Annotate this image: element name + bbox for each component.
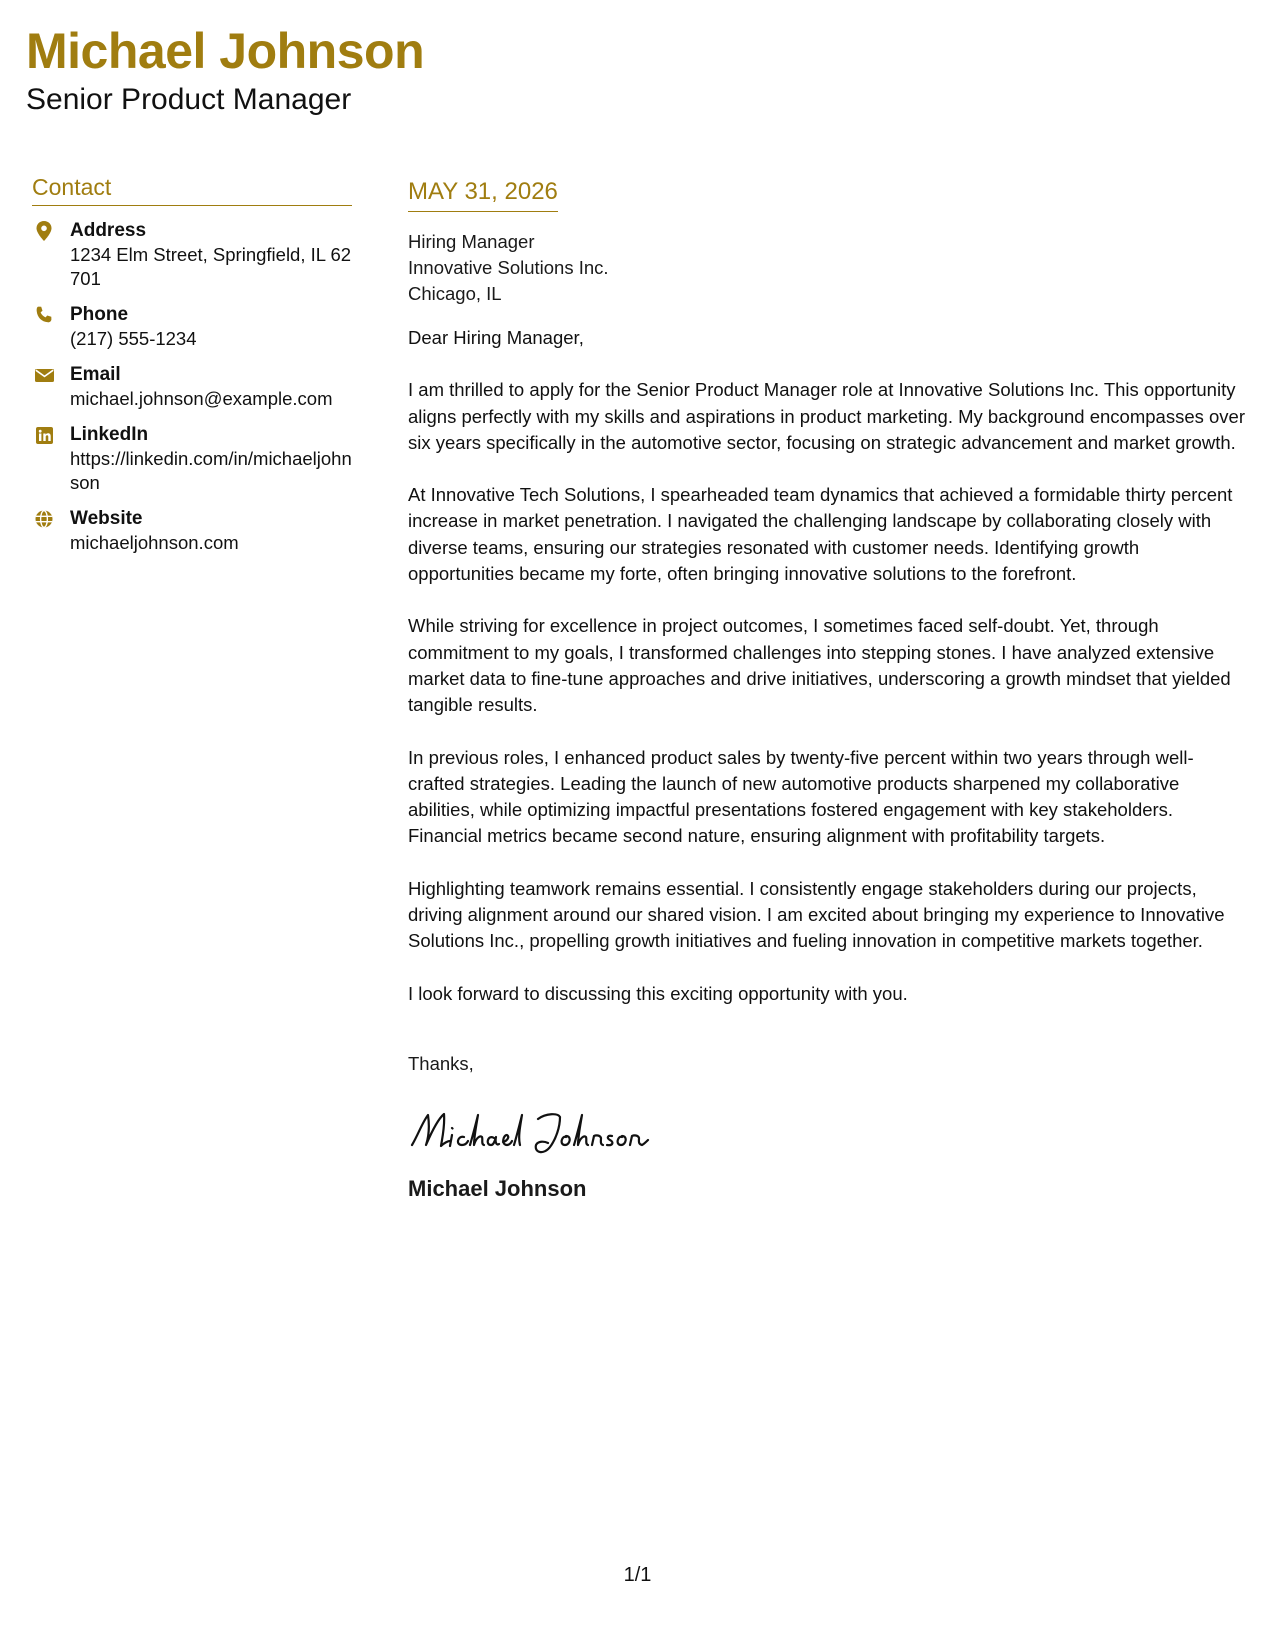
recipient-company: Innovative Solutions Inc. bbox=[408, 257, 609, 278]
recipient-block bbox=[408, 229, 1248, 307]
globe-icon bbox=[34, 509, 54, 529]
recipient-location: Chicago, IL bbox=[408, 283, 502, 304]
contact-address bbox=[32, 219, 352, 291]
address-value: 1234 Elm Street, Springfield, IL 62701 bbox=[70, 244, 352, 289]
linkedin-value[interactable]: https://linkedin.com/in/michaeljohnson bbox=[70, 448, 352, 493]
letter-date: MAY 31, 2026 bbox=[408, 176, 558, 212]
recipient-name: Hiring Manager bbox=[408, 231, 535, 252]
map-pin-icon bbox=[34, 221, 54, 241]
phone-icon bbox=[34, 305, 54, 325]
paragraph-4: In previous roles, I enhanced product sales by twenty-five percent within two years through well-crafted strategies. Leading the launch of new automotive products sharpened my collaborative abilities, while optimizing impactful presentations fostered engagement with key stakeholders. Financial metrics became second nature, ensuring alignment with profitability targets. bbox=[408, 746, 1194, 847]
contact-sidebar bbox=[32, 172, 352, 567]
address-label: Address bbox=[70, 220, 147, 241]
applicant-title: Senior Product Manager bbox=[26, 83, 352, 116]
email-value[interactable]: michael.johnson@example.com bbox=[70, 388, 333, 409]
website-label: Website bbox=[70, 508, 143, 529]
letter-body bbox=[408, 176, 1248, 1203]
website-value[interactable]: michaeljohnson.com bbox=[70, 532, 239, 553]
contact-website bbox=[32, 507, 352, 555]
linkedin-label: LinkedIn bbox=[70, 424, 149, 445]
paragraph-2: At Innovative Tech Solutions, I spearheaded team dynamics that achieved a formidable thirty percent increase in market penetration. I navigated the challenging landscape by collaborating closely with diverse teams, ensuring our strategies resonated with customer needs. Identifying growth opportunities became my forte, often bringing innovative solutions to the forefront. bbox=[408, 484, 1233, 585]
email-label: Email bbox=[70, 364, 121, 385]
phone-label: Phone bbox=[70, 304, 129, 325]
paragraph-1: I am thrilled to apply for the Senior Product Manager role at Innovative Solutions Inc. This opportunity aligns perfectly with my skills and aspirations in product marketing. My background encompasses over six years specifically in the automotive sector, focusing on strategic advancement and market growth. bbox=[408, 379, 1245, 453]
signed-name: Michael Johnson bbox=[408, 1175, 587, 1201]
paragraph-6: I look forward to discussing this exciting opportunity with you. bbox=[408, 982, 908, 1004]
paragraph-3: While striving for excellence in project outcomes, I sometimes faced self-doubt. Yet, through commitment to my goals, I transformed challenges into stepping stones. I have analyzed extensive market data to fine-tune approaches and drive initiatives, underscoring a growth mindset that yielded tangible results. bbox=[408, 615, 1231, 716]
envelope-icon bbox=[34, 365, 54, 385]
closing: Thanks, bbox=[408, 1052, 474, 1074]
linkedin-icon bbox=[34, 425, 54, 445]
applicant-name: Michael Johnson bbox=[26, 23, 425, 79]
contact-phone bbox=[32, 303, 352, 351]
contact-linkedin bbox=[32, 423, 352, 495]
paragraph-5: Highlighting teamwork remains essential. I consistently engage stakeholders during our projects, driving alignment around our shared vision. I am excited about bringing my experience to Innovative Solutions Inc., propelling growth initiatives and fueling innovation in competitive markets together. bbox=[408, 877, 1225, 952]
contact-email bbox=[32, 363, 352, 411]
contact-heading: Contact bbox=[32, 172, 352, 206]
phone-value: (217) 555-1234 bbox=[70, 328, 197, 349]
salutation: Dear Hiring Manager, bbox=[408, 327, 584, 348]
handwritten-signature bbox=[408, 1105, 1248, 1157]
page-number: 1/1 bbox=[623, 1564, 652, 1586]
